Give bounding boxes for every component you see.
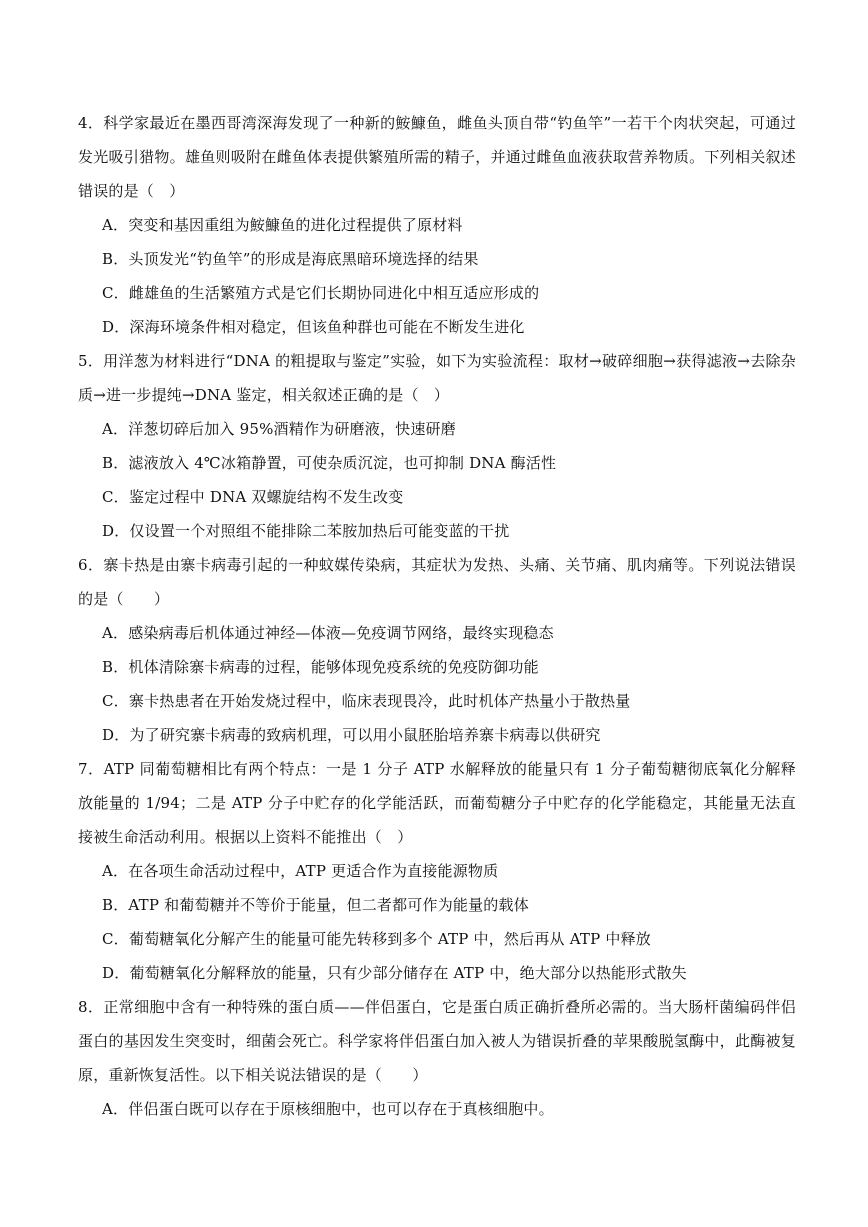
- question-6-stem: 6．寨卡热是由寨卡病毒引起的一种蚊媒传染病，其症状为发热、头痛、关节痛、肌肉痛等。下列说法错误的是（ ）: [78, 556, 796, 608]
- question-7-option-c: C．葡萄糖氧化分解产生的能量可能先转移到多个 ATP 中，然后再从 ATP 中释放: [102, 930, 651, 948]
- question-6-option-c: C．寨卡热患者在开始发烧过程中，临床表现畏冷，此时机体产热量小于散热量: [102, 692, 631, 710]
- question-4-option-c: C．雌雄鱼的生活繁殖方式是它们长期协同进化中相互适应形成的: [102, 284, 540, 302]
- question-5-option-a: A．洋葱切碎后加入 95%酒精作为研磨液，快速研磨: [102, 420, 456, 438]
- question-7-option-a: A．在各项生命活动过程中，ATP 更适合作为直接能源物质: [102, 862, 499, 880]
- question-6-option-b: B．机体清除寨卡病毒的过程，能够体现免疫系统的免疫防御功能: [102, 658, 539, 676]
- question-6-option-a: A．感染病毒后机体通过神经—体液—免疫调节网络，最终实现稳态: [102, 624, 554, 642]
- question-4-option-d: D．深海环境条件相对稳定，但该鱼种群也可能在不断发生进化: [102, 318, 525, 336]
- question-7-option-d: D．葡萄糖氧化分解释放的能量，只有少部分储存在 ATP 中，绝大部分以热能形式散失: [102, 964, 687, 982]
- question-5-option-b: B．滤液放入 4℃冰箱静置，可使杂质沉淀，也可抑制 DNA 酶活性: [102, 454, 557, 472]
- question-8-stem: 8．正常细胞中含有一种特殊的蛋白质——伴侣蛋白，它是蛋白质正确折叠所必需的。当大肠杆菌编码伴侣蛋白的基因发生突变时，细菌会死亡。科学家将伴侣蛋白加入被人为错误折叠的苹果酸脱氢酶中，此酶被复原，重新恢复活性。以下相关说法错误的是（ ）: [78, 998, 796, 1084]
- question-4-stem: 4．科学家最近在墨西哥湾深海发现了一种新的鮟鱇鱼，雌鱼头顶自带“钓鱼竿”一若干个肉状突起，可通过发光吸引猎物。雄鱼则吸附在雌鱼体表提供繁殖所需的精子，并通过雌鱼血液获取营养物质。下列相关叙述错误的是（ ）: [78, 114, 796, 200]
- question-6-option-d: D．为了研究寨卡病毒的致病机理，可以用小鼠胚胎培养寨卡病毒以供研究: [102, 726, 601, 744]
- question-8-option-a: A．伴侣蛋白既可以存在于原核细胞中，也可以存在于真核细胞中。: [102, 1100, 554, 1118]
- question-4-option-a: A．突变和基因重组为鮟鱇鱼的进化过程提供了原材料: [102, 216, 463, 234]
- question-5-option-d: D．仅设置一个对照组不能排除二苯胺加热后可能变蓝的干扰: [102, 522, 510, 540]
- question-4-option-b: B．头顶发光“钓鱼竿”的形成是海底黑暗环境选择的结果: [102, 250, 479, 268]
- question-5-stem: 5．用洋葱为材料进行“DNA 的粗提取与鉴定”实验，如下为实验流程：取材→破碎细胞→获得滤液→去除杂质→进一步提纯→DNA 鉴定，相关叙述正确的是（ ）: [78, 352, 796, 404]
- question-7-option-b: B．ATP 和葡萄糖并不等价于能量，但二者都可作为能量的载体: [102, 896, 529, 914]
- question-7-stem: 7．ATP 同葡萄糖相比有两个特点：一是 1 分子 ATP 水解释放的能量只有 1 分子葡萄糖彻底氧化分解释放能量的 1/94；二是 ATP 分子中贮存的化学能活跃，而葡萄糖分子中贮存的化学能稳定，其能量无法直接被生命活动利用。根据以上资料不能推出（ ）: [78, 760, 796, 846]
- question-5-option-c: C．鉴定过程中 DNA 双螺旋结构不发生改变: [102, 488, 404, 506]
